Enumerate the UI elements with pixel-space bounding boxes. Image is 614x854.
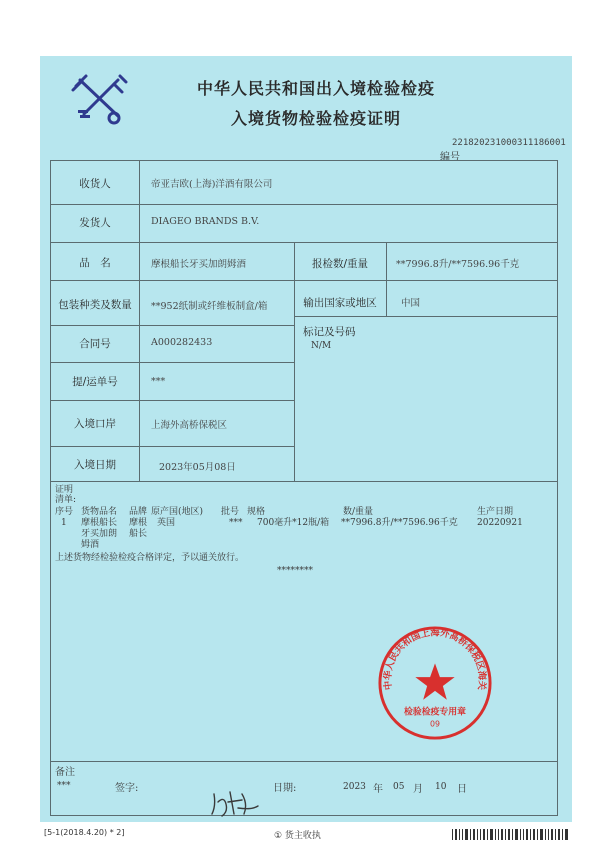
marks-value: N/M <box>311 341 332 351</box>
list-label: 清单: <box>55 495 77 505</box>
quantity-value: **7996.8升/**7596.96千克 <box>396 259 520 270</box>
col-qty: 数/重量 <box>343 507 374 517</box>
stars-line: ******** <box>277 566 313 576</box>
consignor-label: 发货人 <box>79 217 111 229</box>
consignee-value: 帝亚吉欧(上海)洋酒有限公司 <box>151 179 273 190</box>
col-no: 序号 <box>55 507 74 517</box>
certificate-label: 证明 <box>55 485 74 495</box>
package-value: **952纸制或纤维板制盒/箱 <box>151 301 268 312</box>
remarks-value: *** <box>57 781 71 791</box>
seal-ring-text: 中华人民共和国上海外高桥保税区海关 <box>382 627 488 691</box>
barcode-icon <box>452 829 570 840</box>
contract-value: A000282433 <box>151 337 213 348</box>
date-day: 10 <box>435 782 447 792</box>
col-origin: 原产国(地区) <box>151 507 204 517</box>
consignor-value: DIAGEO BRANDS B.V. <box>151 216 260 227</box>
row-name-line3: 姆酒 <box>81 540 100 550</box>
month-unit: 月 <box>413 784 423 795</box>
row-name-line2: 牙买加朗 <box>81 529 118 539</box>
port-value: 上海外高桥保税区 <box>151 420 228 431</box>
row-spec: 700毫升*12瓶/箱 <box>257 518 330 528</box>
signature-label: 签字: <box>115 783 139 794</box>
row-brand-line1: 摩根 <box>129 518 148 528</box>
row-batch: *** <box>229 518 243 528</box>
marks-label: 标记及号码 <box>303 326 356 338</box>
row-origin: 英国 <box>157 518 176 528</box>
entry-date-label: 入境日期 <box>74 459 116 471</box>
bl-value: *** <box>151 376 166 387</box>
year-unit: 年 <box>373 784 383 795</box>
seal-number: 09 <box>429 719 441 729</box>
product-label: 品 名 <box>79 257 111 269</box>
origin-value: 中国 <box>401 298 421 309</box>
official-seal <box>376 624 494 742</box>
consignee-label: 收货人 <box>79 178 111 190</box>
quantity-label: 报检数/重量 <box>311 258 369 270</box>
bl-label: 提/运单号 <box>72 376 118 388</box>
col-name: 货物品名 <box>81 507 118 517</box>
seal-star-icon <box>415 663 454 699</box>
day-unit: 日 <box>457 784 467 795</box>
handwritten-signature <box>208 784 264 822</box>
row-no: 1 <box>61 518 67 528</box>
serial-number: 221820231000311186001 <box>452 138 566 148</box>
row-date: 20220921 <box>477 518 523 528</box>
origin-label: 输出国家或地区 <box>303 297 377 309</box>
certificate-paper <box>40 56 572 822</box>
row-qty: **7996.8升/**7596.96千克 <box>341 518 458 528</box>
form-code: [5-1(2018.4.20) * 2] <box>44 828 125 837</box>
col-date: 生产日期 <box>477 507 514 517</box>
col-batch: 批号 <box>221 507 240 517</box>
remarks-label: 备注 <box>55 767 75 778</box>
col-brand: 品牌 <box>129 507 148 517</box>
row-brand-line2: 船长 <box>129 529 148 539</box>
date-month: 05 <box>393 782 405 792</box>
seal-bottom-text: 检验检疫专用章 <box>404 707 466 718</box>
release-statement: 上述货物经检验检疫合格评定，予以通关放行。 <box>55 553 245 563</box>
package-label: 包装种类及数量 <box>58 299 132 311</box>
entry-date-value: 2023年05月08日 <box>159 462 236 473</box>
port-label: 入境口岸 <box>74 418 116 430</box>
title-line1: 中华人民共和国出入境检验检疫 <box>196 79 435 98</box>
product-value: 摩根船长牙买加朗姆酒 <box>151 259 247 270</box>
serial-label: 编号 <box>440 152 460 163</box>
title-line2: 入境货物检验检疫证明 <box>230 109 401 128</box>
date-year: 2023 <box>343 782 366 792</box>
row-name-line1: 摩根船长 <box>81 518 118 528</box>
date-label: 日期: <box>273 783 297 794</box>
contract-label: 合同号 <box>79 338 111 350</box>
copy-label: ① 货主收执 <box>274 831 321 841</box>
col-spec: 规格 <box>247 507 266 517</box>
